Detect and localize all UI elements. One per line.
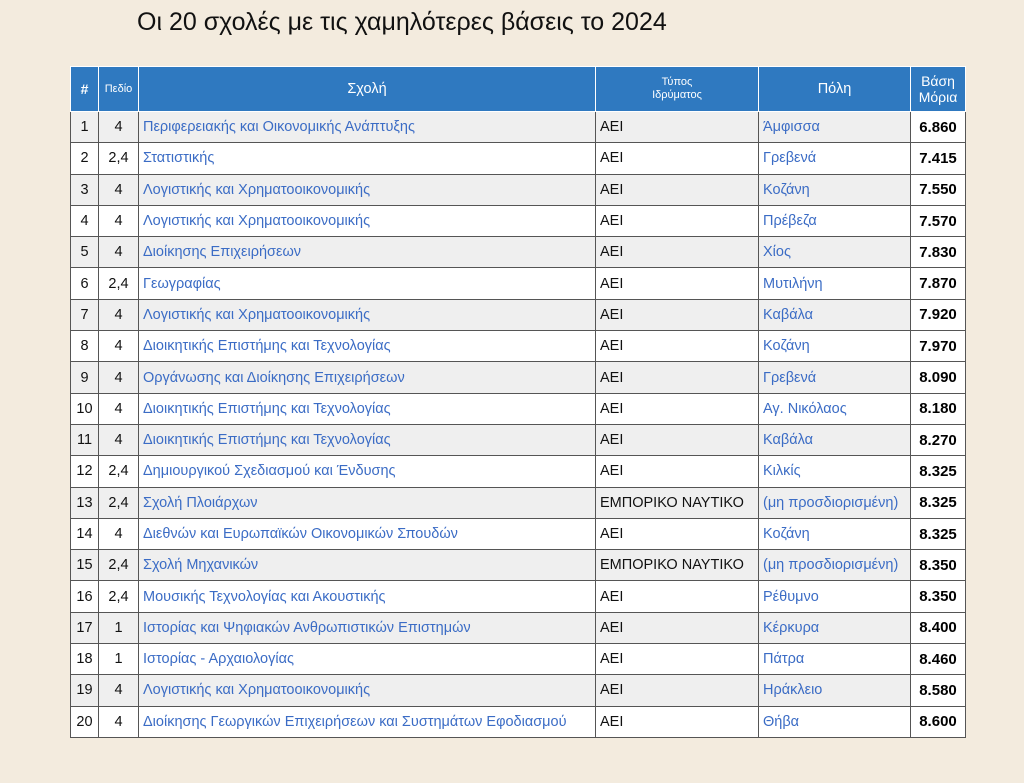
row-score: 7.550 <box>911 174 966 205</box>
row-city-link[interactable]: Πρέβεζα <box>763 213 817 230</box>
row-field: 4 <box>99 393 139 424</box>
table-row <box>71 174 966 205</box>
row-score: 8.580 <box>911 675 966 706</box>
row-score: 8.350 <box>911 581 966 612</box>
row-number: 1 <box>71 112 99 143</box>
row-city-link[interactable]: Κοζάνη <box>763 181 810 198</box>
row-school-link[interactable]: Σχολή Πλοιάρχων <box>143 494 258 511</box>
header-score <box>911 67 966 112</box>
row-field: 4 <box>99 362 139 393</box>
row-city[interactable] <box>759 299 911 330</box>
header-score-line1: Βάση <box>921 72 955 89</box>
row-school[interactable] <box>139 268 596 299</box>
row-school-link[interactable]: Διεθνών και Ευρωπαϊκών Οικονομικών Σπουδών <box>143 526 458 542</box>
row-field: 4 <box>99 331 139 362</box>
row-school[interactable] <box>139 362 596 393</box>
row-score: 8.325 <box>911 487 966 518</box>
row-institution-type: ΑΕΙ <box>596 299 759 330</box>
row-school[interactable] <box>139 143 596 174</box>
row-city-link[interactable]: Κοζάνη <box>763 338 810 355</box>
table-row <box>71 612 966 643</box>
row-school[interactable] <box>139 487 596 518</box>
row-institution-type: ΑΕΙ <box>596 581 759 612</box>
row-field: 2,4 <box>99 268 139 299</box>
row-score: 8.325 <box>911 456 966 487</box>
row-score: 8.090 <box>911 362 966 393</box>
row-field: 4 <box>99 675 139 706</box>
row-number: 8 <box>71 331 99 362</box>
row-city-link[interactable]: Κέρκυρα <box>763 619 820 636</box>
row-city[interactable] <box>759 612 911 643</box>
row-number: 10 <box>71 393 99 424</box>
row-number: 9 <box>71 362 99 393</box>
row-school-link[interactable]: Μουσικής Τεχνολογίας και Ακουστικής <box>143 588 386 605</box>
row-score: 7.570 <box>911 205 966 236</box>
row-school[interactable] <box>139 237 596 268</box>
table-row <box>71 456 966 487</box>
row-city[interactable] <box>759 362 911 393</box>
row-city[interactable] <box>759 487 911 518</box>
row-school-link[interactable]: Περιφερειακής και Οικονομικής Ανάπτυξης <box>143 119 415 136</box>
row-city[interactable] <box>759 675 911 706</box>
row-score: 8.180 <box>911 393 966 424</box>
row-number: 6 <box>71 268 99 299</box>
table-row <box>71 675 966 706</box>
table-row <box>71 550 966 581</box>
row-school[interactable] <box>139 706 596 737</box>
row-field: 4 <box>99 424 139 455</box>
table-row <box>71 644 966 675</box>
row-field: 4 <box>99 237 139 268</box>
row-school[interactable] <box>139 112 596 143</box>
row-institution-type: ΑΕΙ <box>596 362 759 393</box>
row-city-link[interactable]: (μη προσδιορισμένη) <box>763 557 899 574</box>
row-score: 7.415 <box>911 143 966 174</box>
row-school[interactable] <box>139 612 596 643</box>
row-city[interactable] <box>759 706 911 737</box>
row-institution-type: ΑΕΙ <box>596 237 759 268</box>
table-row <box>71 706 966 737</box>
row-score: 8.400 <box>911 612 966 643</box>
row-school-link[interactable]: Λογιστικής και Χρηματοοικονομικής <box>143 682 371 699</box>
table-header-row <box>71 67 966 112</box>
row-number: 19 <box>71 675 99 706</box>
header-city: Πόλη <box>759 67 911 112</box>
row-field: 1 <box>99 644 139 675</box>
row-score: 7.870 <box>911 268 966 299</box>
row-city[interactable] <box>759 518 911 549</box>
row-number: 14 <box>71 518 99 549</box>
row-field: 2,4 <box>99 143 139 174</box>
table-row <box>71 143 966 174</box>
row-school[interactable] <box>139 424 596 455</box>
row-school-link[interactable]: Λογιστικής και Χρηματοοικονομικής <box>143 306 371 323</box>
row-school-link[interactable]: Λογιστικής και Χρηματοοικονομικής <box>143 181 371 198</box>
table-row <box>71 581 966 612</box>
row-field: 2,4 <box>99 550 139 581</box>
row-number: 13 <box>71 487 99 518</box>
row-city-link[interactable]: Άμφισσα <box>763 119 820 136</box>
row-number: 16 <box>71 581 99 612</box>
row-school-link[interactable]: Διοικητικής Επιστήμης και Τεχνολογίας <box>143 400 391 417</box>
row-school-link[interactable]: Ιστορίας - Αρχαιολογίας <box>143 651 294 668</box>
row-city-link[interactable]: Κοζάνη <box>763 526 810 542</box>
row-institution-type: ΑΕΙ <box>596 456 759 487</box>
table-row <box>71 237 966 268</box>
row-city[interactable] <box>759 331 911 362</box>
page-title: Οι 20 σχολές με τις χαμηλότερες βάσεις το 2024 <box>137 8 667 36</box>
row-city-link[interactable]: Θήβα <box>763 713 800 730</box>
row-institution-type: ΑΕΙ <box>596 143 759 174</box>
row-school-link[interactable]: Δημιουργικού Σχεδιασμού και Ένδυσης <box>143 463 396 480</box>
row-school[interactable] <box>139 456 596 487</box>
row-school[interactable] <box>139 581 596 612</box>
header-type-line2: Ιδρύματος <box>652 89 702 101</box>
row-number: 15 <box>71 550 99 581</box>
row-institution-type: ΑΕΙ <box>596 706 759 737</box>
row-city-link[interactable]: Καβάλα <box>763 306 814 323</box>
table-row <box>71 205 966 236</box>
row-city[interactable] <box>759 268 911 299</box>
row-city-link[interactable]: Ηράκλειο <box>763 682 823 699</box>
row-institution-type: ΑΕΙ <box>596 112 759 143</box>
header-field: Πεδίο <box>99 67 139 112</box>
row-institution-type: ΑΕΙ <box>596 644 759 675</box>
row-number: 4 <box>71 205 99 236</box>
row-institution-type: ΑΕΙ <box>596 174 759 205</box>
row-number: 5 <box>71 237 99 268</box>
row-city-link[interactable]: (μη προσδιορισμένη) <box>763 494 899 511</box>
table-row <box>71 424 966 455</box>
row-city[interactable] <box>759 550 911 581</box>
row-institution-type: ΑΕΙ <box>596 675 759 706</box>
row-city-link[interactable]: Μυτιλήνη <box>763 275 823 292</box>
row-city-link[interactable]: Αγ. Νικόλαος <box>763 400 847 417</box>
row-field: 4 <box>99 706 139 737</box>
row-score: 7.830 <box>911 237 966 268</box>
row-field: 2,4 <box>99 456 139 487</box>
row-school-link[interactable]: Διοικητικής Επιστήμης και Τεχνολογίας <box>143 432 391 449</box>
row-field: 4 <box>99 174 139 205</box>
row-city[interactable] <box>759 237 911 268</box>
table-row <box>71 299 966 330</box>
header-school: Σχολή <box>139 67 596 112</box>
header-score-line2: Μόρια <box>918 89 958 105</box>
row-institution-type: ΑΕΙ <box>596 612 759 643</box>
row-institution-type: ΕΜΠΟΡΙΚΟ ΝΑΥΤΙΚΟ <box>596 487 759 518</box>
row-school-link[interactable]: Οργάνωσης και Διοίκησης Επιχειρήσεων <box>143 369 405 386</box>
row-institution-type: ΑΕΙ <box>596 393 759 424</box>
row-school[interactable] <box>139 331 596 362</box>
row-institution-type: ΑΕΙ <box>596 331 759 362</box>
row-school-link[interactable]: Σχολή Μηχανικών <box>143 557 259 574</box>
row-score: 8.270 <box>911 424 966 455</box>
row-field: 4 <box>99 299 139 330</box>
row-number: 7 <box>71 299 99 330</box>
row-city[interactable] <box>759 143 911 174</box>
row-city-link[interactable]: Γρεβενά <box>763 150 817 167</box>
table-row <box>71 331 966 362</box>
row-city[interactable] <box>759 174 911 205</box>
row-city-link[interactable]: Πάτρα <box>763 651 805 668</box>
table-body <box>71 112 966 738</box>
row-school-link[interactable]: Γεωγραφίας <box>143 275 221 292</box>
row-school[interactable] <box>139 644 596 675</box>
row-school[interactable] <box>139 299 596 330</box>
row-school[interactable] <box>139 675 596 706</box>
row-field: 4 <box>99 518 139 549</box>
row-number: 11 <box>71 424 99 455</box>
row-school[interactable] <box>139 550 596 581</box>
row-city-link[interactable]: Καβάλα <box>763 432 814 449</box>
table-row <box>71 112 966 143</box>
row-city-link[interactable]: Γρεβενά <box>763 369 817 386</box>
row-city[interactable] <box>759 581 911 612</box>
row-score: 7.970 <box>911 331 966 362</box>
row-city-link[interactable]: Κιλκίς <box>763 463 801 480</box>
row-score: 6.860 <box>911 112 966 143</box>
row-city[interactable] <box>759 393 911 424</box>
row-institution-type: ΑΕΙ <box>596 518 759 549</box>
row-city-link[interactable]: Χίος <box>763 244 791 261</box>
row-number: 20 <box>71 706 99 737</box>
row-score: 8.325 <box>911 518 966 549</box>
row-school-link[interactable]: Λογιστικής και Χρηματοοικονομικής <box>143 213 371 230</box>
row-institution-type: ΑΕΙ <box>596 424 759 455</box>
row-institution-type: ΑΕΙ <box>596 268 759 299</box>
row-city[interactable] <box>759 205 911 236</box>
header-institution-type <box>596 67 759 112</box>
row-number: 2 <box>71 143 99 174</box>
row-school-link[interactable]: Διοίκησης Επιχειρήσεων <box>143 244 302 261</box>
row-score: 7.920 <box>911 299 966 330</box>
row-field: 4 <box>99 112 139 143</box>
row-city-link[interactable]: Ρέθυμνο <box>763 588 819 605</box>
row-school[interactable] <box>139 174 596 205</box>
row-number: 17 <box>71 612 99 643</box>
row-city[interactable] <box>759 112 911 143</box>
row-field: 2,4 <box>99 581 139 612</box>
row-institution-type: ΑΕΙ <box>596 205 759 236</box>
table-row <box>71 487 966 518</box>
row-school[interactable] <box>139 205 596 236</box>
table-row <box>71 518 966 549</box>
row-number: 12 <box>71 456 99 487</box>
header-num: # <box>71 67 99 112</box>
lowest-scores-table <box>70 66 966 738</box>
row-field: 4 <box>99 205 139 236</box>
table-row <box>71 362 966 393</box>
row-school-link[interactable]: Στατιστικής <box>143 150 215 167</box>
row-school[interactable] <box>139 393 596 424</box>
row-school-link[interactable]: Διοικητικής Επιστήμης και Τεχνολογίας <box>143 338 391 355</box>
row-field: 1 <box>99 612 139 643</box>
row-school-link[interactable]: Διοίκησης Γεωργικών Επιχειρήσεων και Συστημάτων Εφοδιασμού <box>143 713 567 730</box>
row-field: 2,4 <box>99 487 139 518</box>
row-score: 8.350 <box>911 550 966 581</box>
table-row <box>71 393 966 424</box>
header-type-line1: Τύπος <box>661 76 693 89</box>
row-city[interactable] <box>759 456 911 487</box>
row-score: 8.460 <box>911 644 966 675</box>
table-row <box>71 268 966 299</box>
row-number: 18 <box>71 644 99 675</box>
row-city[interactable] <box>759 424 911 455</box>
row-school-link[interactable]: Ιστορίας και Ψηφιακών Ανθρωπιστικών Επιστημών <box>143 619 471 636</box>
row-city[interactable] <box>759 644 911 675</box>
row-score: 8.600 <box>911 706 966 737</box>
row-school[interactable] <box>139 518 596 549</box>
row-institution-type: ΕΜΠΟΡΙΚΟ ΝΑΥΤΙΚΟ <box>596 550 759 581</box>
row-number: 3 <box>71 174 99 205</box>
